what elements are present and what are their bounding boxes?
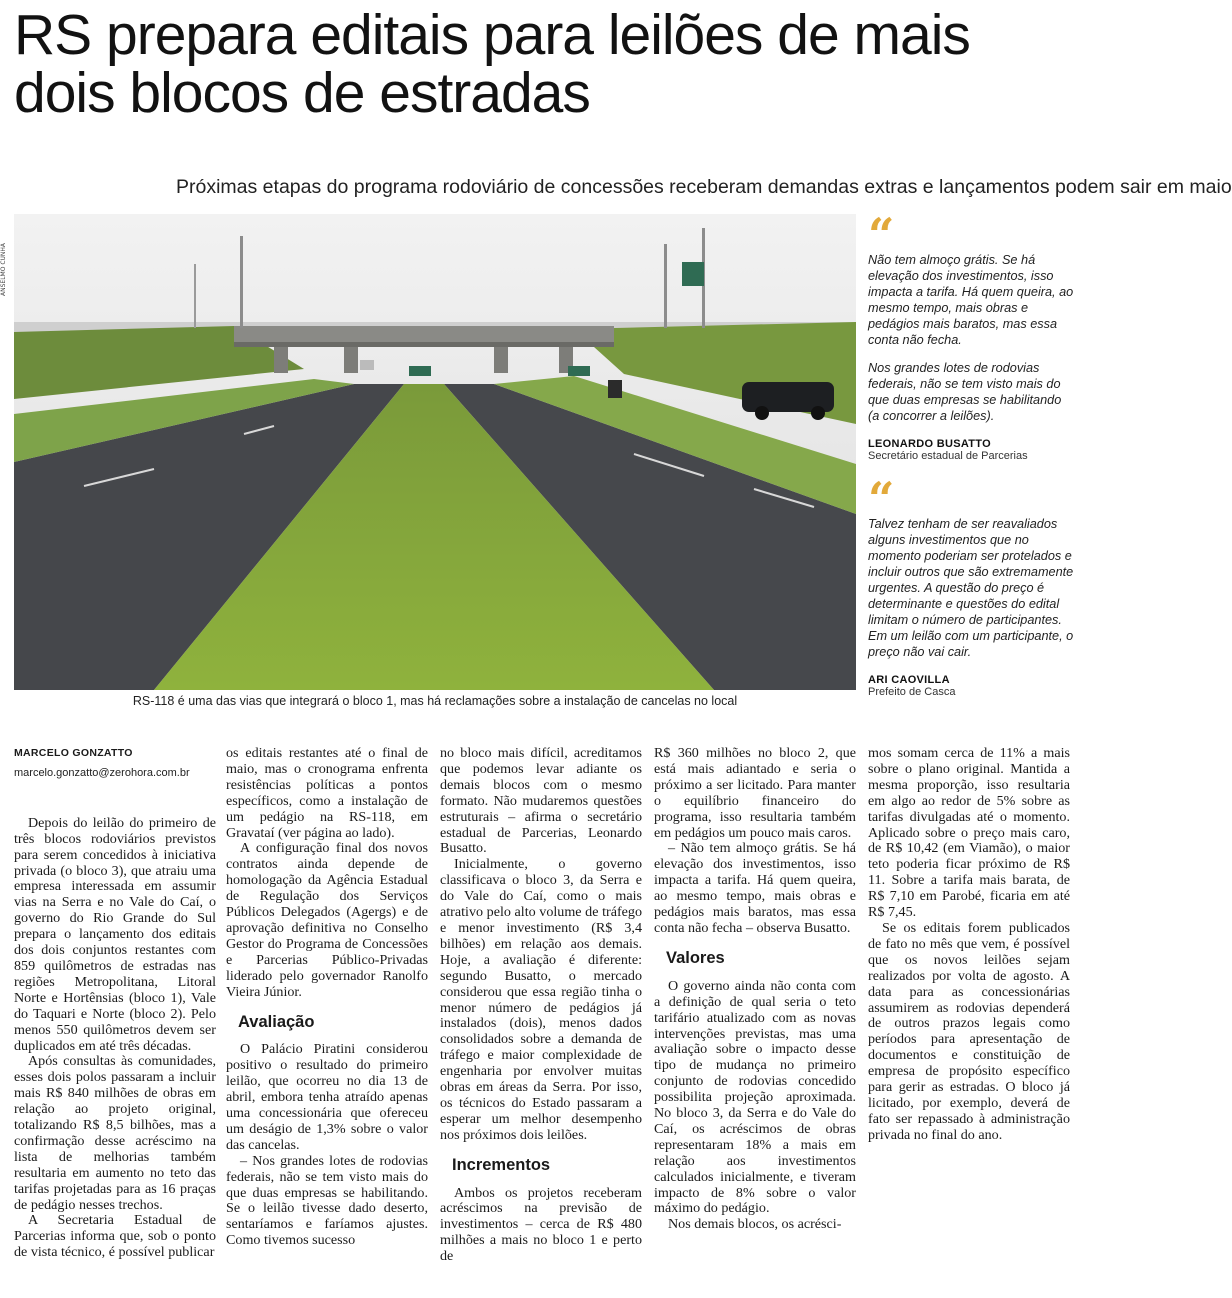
body-paragraph: os editais restantes até o final de maio, mas o cronograma enfrenta resistências políticas a pontos específicos, como a instalação de um pedágio na RS-118, em Gravataí (ver página ao lado). (226, 745, 428, 841)
photo-credit: ANSELMO CUNHA (0, 242, 7, 296)
article-column-1 (14, 746, 216, 1261)
quote-mark-icon: “ (868, 208, 895, 262)
deck-subtitle: Próximas etapas do programa rodoviário de concessões receberam demandas extras e lançamentos podem sair em maio (176, 176, 1232, 198)
body-paragraph: A configuração final dos novos contratos ainda depende de homologação da Agência Estadual de Regulação dos Serviços Públicos Delegados (Agergs) e de aprovação definitiva no Conselho Gestor do Programa de Concessões e Parcerias Público-Privadas liderado pelo governador Ranolfo Vieira Júnior. (226, 840, 428, 1000)
author-byline: MARCELO GONZATTO (14, 747, 133, 759)
quotes-sidebar (868, 208, 1074, 712)
section-heading: Avaliação (238, 1012, 315, 1031)
article-column-2 (226, 746, 428, 1249)
body-paragraph: Inicialmente, o governo classificava o bloco 3, da Serra e do Vale do Caí, como o mais atrativo pelo alto volume de tráfego e menor investimento (R$ 3,4 bilhões) em relação aos demais. Hoje, a avaliação é diferente: segundo Busatto, o mercado considerou que essa região tinha o menor número de pedágios já instalados (dois), menos dados consolidados sobre a demanda de tráfego e maior complexidade de engenharia por envolver muitas obras em áreas da Serra. Por isso, os técnicos do Estado passaram a esperar um melhor desempenho nos próximos dois leilões. (440, 856, 642, 1143)
quote-busatto (868, 208, 1074, 462)
photo-caption: RS-118 é uma das vias que integrará o bloco 1, mas há reclamações sobre a instalação de cancelas no local (132, 694, 738, 708)
quote-caovilla (868, 472, 1074, 698)
highway-photo (14, 214, 856, 690)
body-paragraph: mos somam cerca de 11% a mais sobre o plano original. Mantida a mesma proporção, isso resultaria em algo ao redor de 5% sobre as tarifas divulgadas até o momento. Aplicado sobre o preço mais caro, de R$ 10,42 (em Viamão), o maior teto poderia ficar próximo de R$ 11. Sobre a tarifa mais barata, de R$ 7,10 em Parobé, ficaria em até R$ 7,45. (868, 745, 1070, 921)
body-paragraph: Após consultas às comunidades, esses dois polos passaram a incluir mais R$ 840 milhões de obras em relação ao projeto original, totalizando R$ 8,5 bilhões, mas a confirmação desse acréscimo na lista de melhorias também resultaria em aumento no teto das tarifas projetadas para as 16 praças de pedágio nesses trechos. (14, 1053, 216, 1213)
quote-text: Não tem almoço grátis. Se há elevação dos investimentos, isso impacta a tarifa. Há quem queira, ao mesmo tempo, mais obras e pedágios mais baratos, mas essa conta não fecha. (868, 253, 1074, 347)
body-paragraph: O Palácio Piratini considerou positivo o resultado do primeiro leilão, que ocorreu no dia 13 de abril, embora tenha atraído apenas uma concessionária que ofereceu um deságio de 1,3% sobre o valor das cancelas. (226, 1041, 428, 1153)
article-column-5 (868, 746, 1070, 1144)
body-paragraph: Depois do leilão do primeiro de três blocos rodoviários previstos para serem concedidos à iniciativa privada (o bloco 3), que atraiu uma empresa interessada em assumir vias na Serra e no Vale do Caí, o governo do Rio Grande do Sul prepara o lançamento dos editais dos dois conjuntos restantes com 859 quilômetros de estradas nas regiões Metropolitana, Litoral Norte e Hortênsias (bloco 1), Vale do Taquari e Norte (bloco 2). Pelo menos 550 quilômetros devem ser duplicados em até três décadas. (14, 814, 216, 1054)
body-paragraph: R$ 360 milhões no bloco 2, que está mais adiantado e seria o próximo a ser licitado. Para manter o equilíbrio financeiro do programa, isso resultaria também em pedágios um pouco mais caros. (654, 745, 856, 841)
quote-author-role: Secretário estadual de Parcerias (868, 450, 1028, 462)
body-paragraph: Ambos os projetos receberam acréscimos na previsão de investimentos – cerca de R$ 480 milhões a mais no bloco 1 e perto de (440, 1184, 642, 1265)
article-column-3 (440, 746, 642, 1265)
body-paragraph: – Não tem almoço grátis. Se há elevação dos investimentos, isso impacta a tarifa. Há quem queira, ao mesmo tempo, mais obras e pedágios mais baratos, mas essa conta não fecha – observa Busatto. (654, 840, 856, 936)
quote-mark-icon: “ (868, 472, 895, 526)
body-paragraph: A Secretaria Estadual de Parcerias informa que, sob o ponto de vista técnico, é possível publicar (14, 1212, 216, 1261)
body-paragraph: Nos demais blocos, os acrésci- (668, 1216, 842, 1233)
article-column-4 (654, 746, 856, 1233)
body-paragraph: no bloco mais difícil, acreditamos que podemos levar adiante os demais blocos com o mesmo formato. Não mudaremos questões estruturais – afirma o secretário estadual de Parcerias, Leonardo Busatto. (440, 745, 642, 857)
quote-author-role: Prefeito de Casca (868, 686, 956, 698)
body-paragraph: Se os editais forem publicados de fato no mês que vem, é possível que os novos leilões sejam realizados por volta de agosto. A data para as concessionárias assumirem as rodovias dependerá de outros prazos legais como períodos para apresentação de documentos e constituição de empresa de propósito específico para gerir as estradas. O bloco já licitado, por exemplo, deverá de fato ser repassado à administração privada no final do ano. (868, 919, 1070, 1143)
quote-text: Nos grandes lotes de rodovias federais, não se tem visto mais do que duas empresas se habilitando (a concorrer a leilões). (868, 361, 1062, 423)
section-heading: Valores (666, 948, 725, 967)
quote-text: Talvez tenham de ser reavaliados alguns investimentos que no momento poderiam ser protelados e incluir outros que são extremamente urgentes. A questão do preço é determinante e questões do edital limitam o número de participantes. Em um leilão com um participante, o preço não vai cair. (868, 517, 1074, 659)
body-paragraph: – Nos grandes lotes de rodovias federais, não se tem visto mais do que duas empresas se habilitando. Se o leilão tivesse dado deserto, sentaríamos e faríamos ajustes. Como tivemos sucesso (226, 1152, 428, 1249)
body-paragraph: O governo ainda não conta com a definição de qual seria o teto tarifário atualizado com as novas intervenções previstas, mas uma avaliação sobre o impacto desse tipo de mudança no primeiro conjunto de rodovias concedido possibilita projeção aproximada. No bloco 3, da Serra e do Vale do Caí, os acréscimos de obras representaram 18% a mais em relação aos investimentos calculados inicialmente, e tiveram impacto de 8% sobre o valor máximo do pedágio. (654, 977, 856, 1217)
overpass-deck (234, 326, 614, 344)
author-email: marcelo.gonzatto@zerohora.com.br (14, 766, 190, 779)
quote-author-name: LEONARDO BUSATTO (868, 438, 991, 450)
quote-author-name: ARI CAOVILLA (868, 674, 950, 686)
headline: RS prepara editais para leilões de mais dois blocos de estradas (14, 3, 970, 125)
section-heading: Incrementos (452, 1155, 551, 1174)
